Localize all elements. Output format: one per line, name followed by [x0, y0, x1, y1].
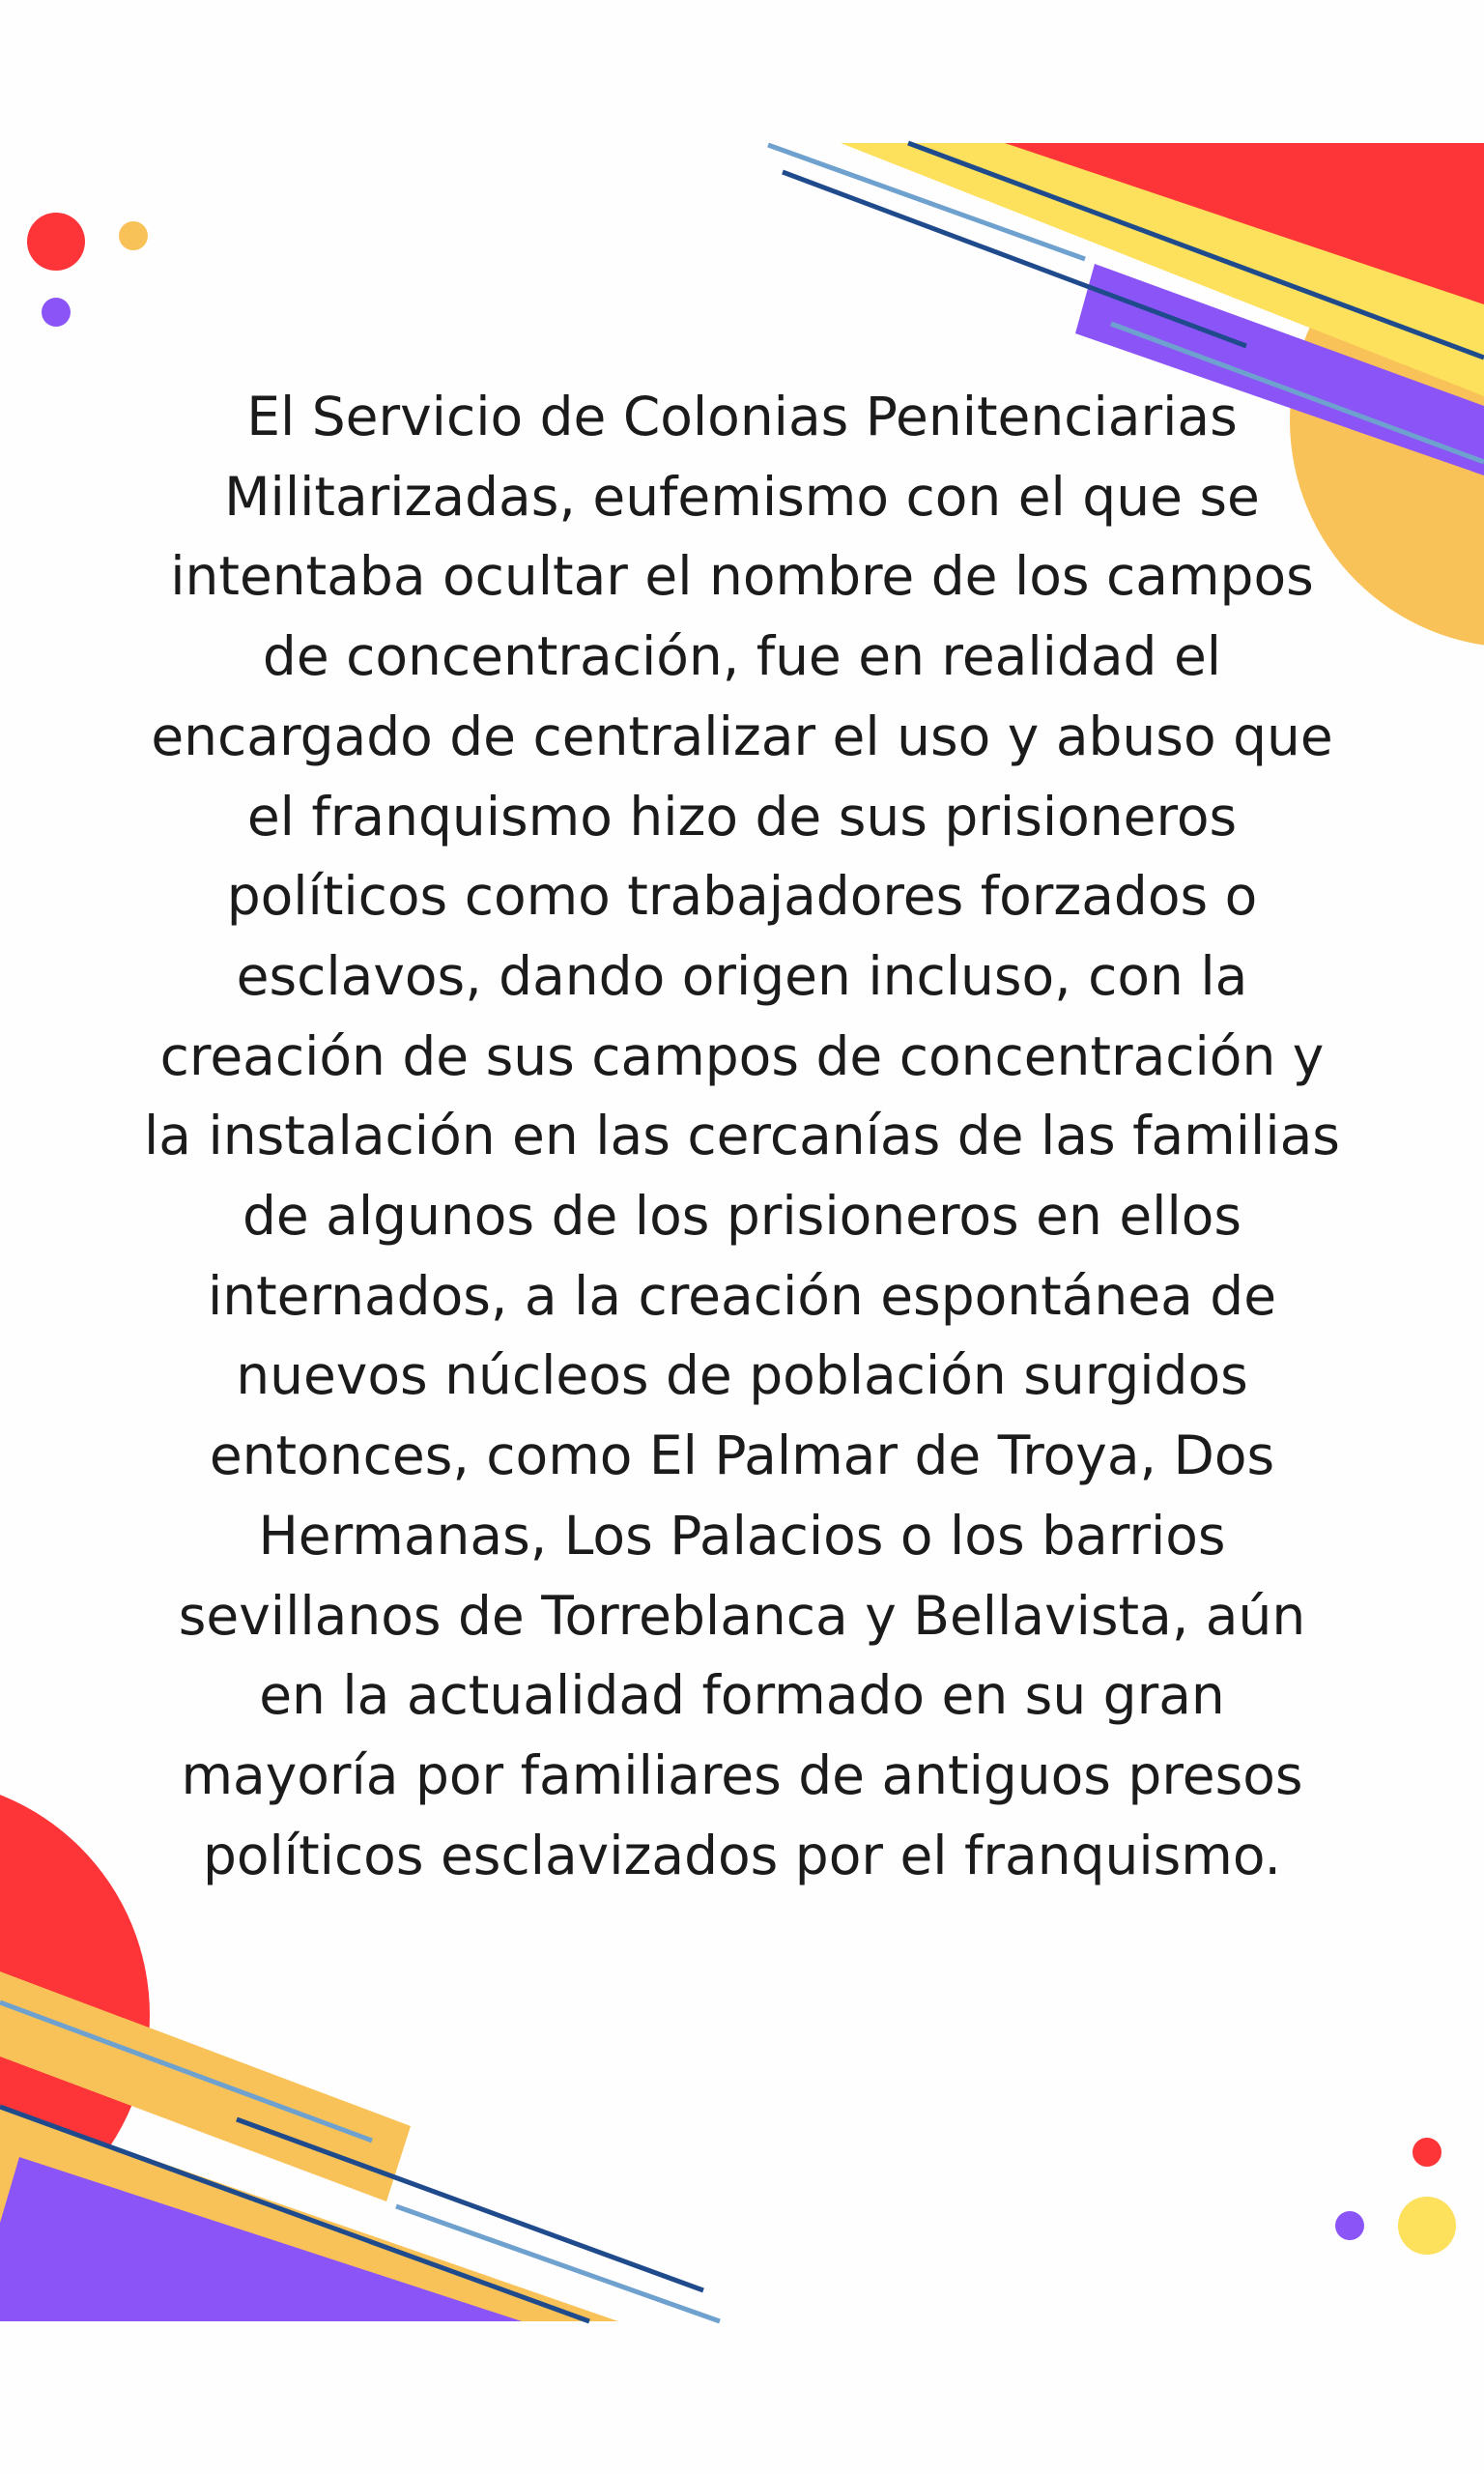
stripe-purple-bottom-left — [0, 2157, 522, 2321]
dot-purple-bottom-right — [1335, 2211, 1364, 2240]
text-line: políticos como trabajadores forzados o — [226, 865, 1258, 928]
text-line: Militarizadas, eufemismo con el que se — [224, 465, 1260, 528]
text-line: Hermanas, Los Palacios o los barrios — [258, 1504, 1226, 1567]
text-line: el franquismo hizo de sus prisioneros — [246, 785, 1238, 848]
text-line: nuevos núcleos de población surgidos — [236, 1344, 1248, 1407]
text-line: El Servicio de Colonias Penitenciarias — [246, 386, 1238, 447]
text-line: de concentración, fue en realidad el — [262, 625, 1222, 688]
text-line: encargado de centralizar el uso y abuso que — [151, 705, 1333, 767]
text-line: internados, a la creación espontánea de — [207, 1264, 1277, 1327]
dot-purple-top-left — [42, 298, 71, 327]
dot-red-bottom-right — [1413, 2138, 1441, 2167]
text-line: intentaba ocultar el nombre de los campos — [170, 545, 1314, 608]
text-line: en la actualidad formado en su gran — [259, 1664, 1225, 1727]
body-paragraph — [97, 377, 1387, 1895]
text-line: políticos esclavizados por el franquismo. — [202, 1824, 1282, 1886]
text-line: entonces, como El Palmar de Troya, Dos — [209, 1424, 1275, 1487]
dot-red-top-left — [27, 213, 85, 271]
dot-orange-top-left — [119, 221, 148, 250]
text-line: sevillanos de Torreblanca y Bellavista, aún — [178, 1584, 1306, 1647]
text-line: mayoría por familiares de antiguos presos — [181, 1743, 1303, 1806]
text-line: creación de sus campos de concentración y — [159, 1024, 1325, 1087]
text-line: de algunos de los prisioneros en ellos — [242, 1185, 1242, 1248]
text-line: la instalación en las cercanías de las familias — [144, 1105, 1340, 1167]
dot-yellow-bottom-right — [1398, 2197, 1456, 2255]
text-line: esclavos, dando origen incluso, con la — [236, 944, 1248, 1007]
